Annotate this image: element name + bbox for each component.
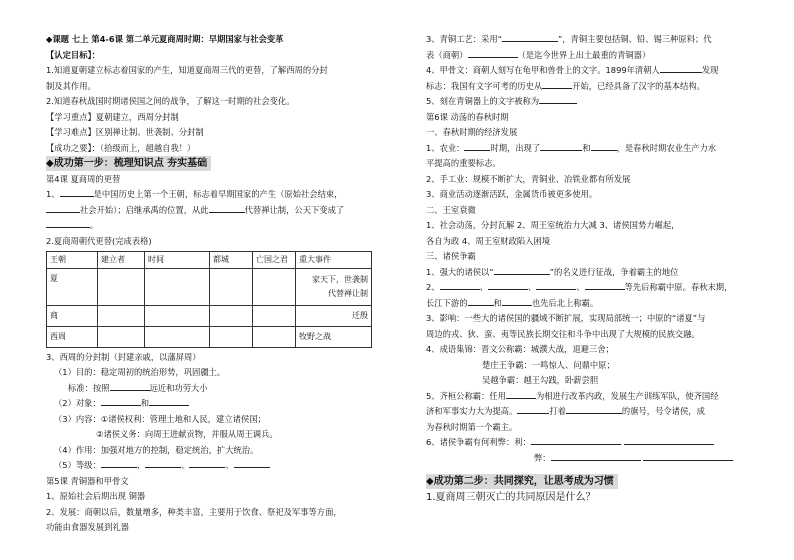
- answer-cell[interactable]: [253, 326, 296, 347]
- answer-cell[interactable]: [253, 305, 296, 326]
- question-3-levels: （5）等级： 、 、 、: [46, 458, 378, 474]
- final-question: 1.夏商周三朝灭亡的共同原因是什么？: [426, 491, 596, 503]
- blank[interactable]: [506, 389, 536, 399]
- blank[interactable]: [540, 141, 582, 151]
- lesson-6-title: 第6课 动荡的春秋时期: [426, 111, 509, 122]
- answer-cell[interactable]: [210, 268, 253, 305]
- table-header-row: [47, 252, 372, 269]
- pros-cons: 6、诸侯争霸有何利弊：利：: [426, 435, 756, 451]
- blank[interactable]: [46, 218, 90, 228]
- question-1c: 。: [46, 218, 378, 234]
- hegemony-1: 1、强大的诸侯以“ ”的名义进行征战，争着霸主的地位: [426, 266, 679, 277]
- answer-cell[interactable]: [145, 305, 210, 326]
- step-1-heading: ◆成功第一步：梳理知识点 夯实基础: [46, 156, 211, 171]
- answer-cell[interactable]: [210, 326, 253, 347]
- blank[interactable]: [149, 396, 189, 406]
- economy-agriculture-cont: 平提高的重要标志。: [426, 158, 501, 168]
- blank[interactable]: [566, 404, 622, 414]
- idioms-1: 4、成语集锦：晋文公称霸：城濮大战，退避三舍；: [426, 344, 614, 354]
- goals-title: 【认定目标】：: [46, 49, 100, 60]
- hegemony-3-cont: 周边的戎、狄、蛮、夷等民族长期交往和斗争中出现了大规模的民族交融。: [426, 328, 700, 339]
- bronze-craft: 3、青铜工艺：采用“ ”，青铜主要包括铜、铅、锡三种原料；代: [426, 34, 712, 44]
- oracle-bone-sign: 标志：我国有文字可考的历史从 开始，已经具备了汉字的基本结构。: [426, 80, 705, 91]
- blank[interactable]: [209, 203, 245, 213]
- decline-items: 1、社会动荡，分封瓦解 2、周王室统治力大减 3、诸侯国势力崛起，: [426, 220, 680, 230]
- dynasty-cell: 西周: [47, 326, 98, 347]
- blank[interactable]: [46, 203, 80, 213]
- blank[interactable]: [60, 187, 94, 197]
- lesson-4-title: 第4课 夏商周的更替: [46, 173, 121, 184]
- dynasty-cell: 夏: [47, 268, 98, 305]
- right-column: [426, 32, 756, 505]
- event-cell: [296, 268, 372, 305]
- table-row: [47, 326, 372, 347]
- qi-huan-gong-cont: 济和军事实力大为提高。 打着 的旗号，号令诸侯，成: [426, 406, 705, 416]
- blank[interactable]: [464, 141, 490, 151]
- section-royal-decline: 二、王室衰微: [426, 204, 476, 215]
- event-cell: 迁殷: [296, 305, 372, 326]
- left-column: [46, 32, 378, 536]
- blank[interactable]: [542, 79, 572, 89]
- bronze-inscription: 5、刻在青铜器上的文字被称为: [426, 94, 756, 110]
- answer-cell[interactable]: [98, 326, 145, 347]
- question-1b: 社会开始）；启继承禹的位置，从此 代替禅让制，公天下变成了: [46, 203, 378, 219]
- difficult-points: 【学习难点】区别禅让制、世袭制、分封制: [46, 127, 204, 137]
- idioms-3: 吴越争霸：越王勾践，卧薪尝胆: [482, 375, 599, 385]
- question-3-purpose: （1）目的：稳定周初的统治形势，巩固疆土。: [54, 367, 226, 377]
- question-3-standard: 标准：按照 远近和功劳大小: [68, 382, 208, 393]
- section-hegemony: 三、诸侯争霸: [426, 251, 476, 261]
- question-1a: 1、 是中国历史上第一个王朝，标志着早期国家的产生（原始社会结束，: [46, 189, 343, 199]
- lesson-header: ◆课题 七上 第4-6课 第二单元夏商周时期：早期国家与社会变革: [46, 34, 284, 44]
- blank[interactable]: [624, 435, 714, 445]
- bronze-representative: 表（商朝） （是迄今世界上出土最重的青铜器）: [426, 49, 651, 60]
- blank[interactable]: [234, 458, 270, 468]
- goal-2: 2.知道春秋战国时期诸侯国之间的战争，了解这一时期的社会变化。: [46, 96, 295, 106]
- economy-commerce: 3、商业活动逐渐活跃，金属货币被更多使用。: [426, 189, 598, 199]
- table-header-cell: 亡国之君: [253, 252, 296, 269]
- blank[interactable]: [551, 451, 641, 461]
- blank[interactable]: [539, 94, 577, 104]
- table-header-cell: 王朝: [47, 252, 98, 269]
- question-2-title: 2.夏商周朝代更替(完成表格): [46, 235, 152, 246]
- blank[interactable]: [488, 280, 528, 290]
- blank[interactable]: [643, 451, 733, 461]
- table-row: [47, 268, 372, 305]
- blank[interactable]: [517, 404, 549, 414]
- blank[interactable]: [110, 381, 150, 391]
- qi-huan-gong-end: 为春秋时期第一个霸主。: [426, 421, 518, 432]
- blank[interactable]: [502, 32, 558, 42]
- motto: 【成功之要】：（拾级而上，超越自我！）: [46, 142, 196, 153]
- table-header-cell: 都城: [210, 252, 253, 269]
- blank[interactable]: [536, 280, 576, 290]
- key-points: 【学习重点】夏朝建立，西周分封制: [46, 111, 179, 122]
- economy-handicraft: 2、手工业：规模不断扩大，青铜业、冶铁业都有所发展: [426, 173, 631, 184]
- dynasty-cell: 商: [47, 305, 98, 326]
- blank[interactable]: [468, 48, 518, 58]
- blank[interactable]: [101, 458, 137, 468]
- decline-items-cont: 各自为政 4、周王室财政陷入困境: [426, 235, 551, 246]
- table-header-cell: 时间: [145, 252, 210, 269]
- blank[interactable]: [440, 280, 480, 290]
- question-3-content: （3）内容：①诸侯权利：管理土地和人民，建立诸侯国；: [54, 413, 266, 424]
- lesson-5-item-2: 2、发展：商朝以后，数量增多，种类丰富，主要用于饮食、祭祀及军事等方面，: [46, 506, 342, 517]
- answer-cell[interactable]: [98, 268, 145, 305]
- qi-huan-gong: 5、齐桓公称霸：任用 为相进行改革内政，发展生产训练军队，使齐国经: [426, 390, 719, 401]
- answer-cell[interactable]: [98, 305, 145, 326]
- blank[interactable]: [145, 458, 181, 468]
- blank[interactable]: [502, 296, 532, 306]
- blank[interactable]: [591, 141, 617, 151]
- hegemony-3: 3、影响：一些大的诸侯国的疆域不断扩展，实现局部统一；中原的“诸夏”与: [426, 313, 706, 323]
- event-text: 家天下，世袭制: [312, 274, 368, 284]
- table-header-cell: 建立者: [98, 252, 145, 269]
- goal-1b: 制及其作用。: [46, 80, 96, 91]
- blank[interactable]: [660, 63, 702, 73]
- hegemony-2-cont: 长江下游的 和 也先后北上称霸。: [426, 297, 599, 308]
- pros-cons-cont: 弊：: [426, 451, 756, 467]
- answer-cell[interactable]: [210, 305, 253, 326]
- answer-cell[interactable]: [253, 268, 296, 305]
- step-2-heading: ◆成功第二步：共同探究，让思考成为习惯: [426, 474, 618, 489]
- hegemony-2: 2、 、 、 、 等先后称霸中原。春秋末期，: [426, 282, 733, 292]
- question-3-duty: ②诸侯义务：向周王进献贡物，并服从周王调兵。: [96, 429, 278, 439]
- event-cell: 牧野之战: [296, 326, 372, 347]
- question-3-effect: （4）作用：加强对地方的控制，稳定统治，扩大统治。: [54, 444, 259, 455]
- section-economy: 一、春秋时期的经济发展: [426, 127, 518, 137]
- blank[interactable]: [189, 458, 225, 468]
- lesson-5-item-1: 1、原始社会后期出现 铜器: [46, 491, 146, 501]
- table-row: [47, 305, 372, 326]
- question-3-objects: （2）对象： 和: [46, 396, 378, 412]
- blank[interactable]: [531, 435, 621, 445]
- answer-cell[interactable]: [145, 268, 210, 305]
- idioms-2: 楚庄王争霸：一鸣惊人、问鼎中原；: [482, 359, 615, 370]
- table-header-cell: 重大事件: [296, 252, 372, 269]
- question-3-title: 3、西周的分封制（封建亲戚，以藩屏周）: [46, 351, 201, 362]
- blank[interactable]: [585, 280, 625, 290]
- blank[interactable]: [494, 265, 550, 275]
- blank[interactable]: [468, 296, 494, 306]
- economy-agriculture: 1、农业： 时期，出现了 和 ，是春秋时期农业生产力水: [426, 142, 717, 153]
- event-text: 代替禅让制: [328, 288, 368, 298]
- lesson-5-item-3: 功能由食器发展到礼器: [46, 522, 129, 532]
- goal-1a: 1.知道夏朝建立标志着国家的产生，知道夏商周三代的更替，了解西周的分封: [46, 65, 328, 75]
- dynasty-table: [46, 251, 372, 348]
- oracle-bone-script: 4、甲骨文：商朝人刻写在龟甲和兽骨上的文字。1899年清朝人 发现: [426, 65, 719, 75]
- blank[interactable]: [101, 396, 141, 406]
- lesson-5-title: 第5课 青铜器和甲骨文: [46, 475, 129, 486]
- answer-cell[interactable]: [145, 326, 210, 347]
